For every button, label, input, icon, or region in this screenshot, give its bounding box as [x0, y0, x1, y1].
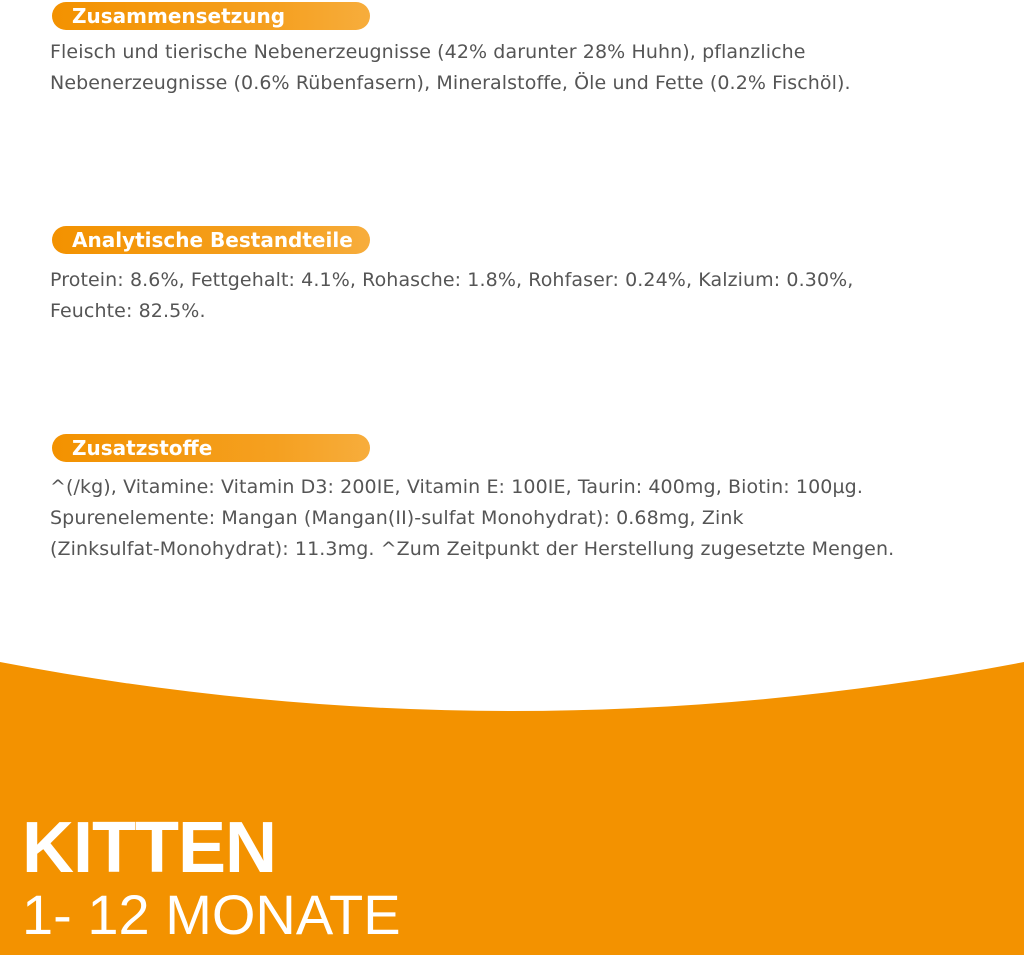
section-body [50, 472, 990, 565]
section-body [50, 265, 990, 327]
body-line: Protein: 8.6%, Fettgehalt: 4.1%, Rohasche: 1.8%, Rohfaser: 0.24%, Kalzium: 0.30%, [50, 269, 854, 291]
banner-title: KITTEN [22, 808, 276, 888]
body-line: Fleisch und tierische Nebenerzeugnisse (42% darunter 28% Huhn), pflanzliche [50, 41, 806, 63]
body-line: (Zinksulfat-Monohydrat): 11.3mg. ^Zum Zeitpunkt der Herstellung zugesetzte Mengen. [50, 538, 895, 560]
body-line: ^(/kg), Vitamine: Vitamin D3: 200IE, Vitamin E: 100IE, Taurin: 400mg, Biotin: 100µg. [50, 476, 863, 498]
body-line: Feuchte: 82.5%. [50, 300, 206, 322]
section-body [50, 37, 990, 99]
section-heading-pill [52, 226, 370, 254]
body-line: Nebenerzeugnisse (0.6% Rübenfasern), Mineralstoffe, Öle und Fette (0.2% Fischöl). [50, 72, 851, 94]
section-heading: Zusatzstoffe [72, 436, 213, 460]
section-heading: Analytische Bestandteile [72, 228, 353, 252]
body-line: Spurenelemente: Mangan (Mangan(II)-sulfat Monohydrat): 0.68mg, Zink [50, 507, 744, 529]
section-heading-pill [52, 2, 370, 30]
banner-subtitle: 1- 12 MONATE [22, 883, 401, 946]
section-heading-pill [52, 434, 370, 462]
section-heading: Zusammensetzung [72, 4, 286, 28]
